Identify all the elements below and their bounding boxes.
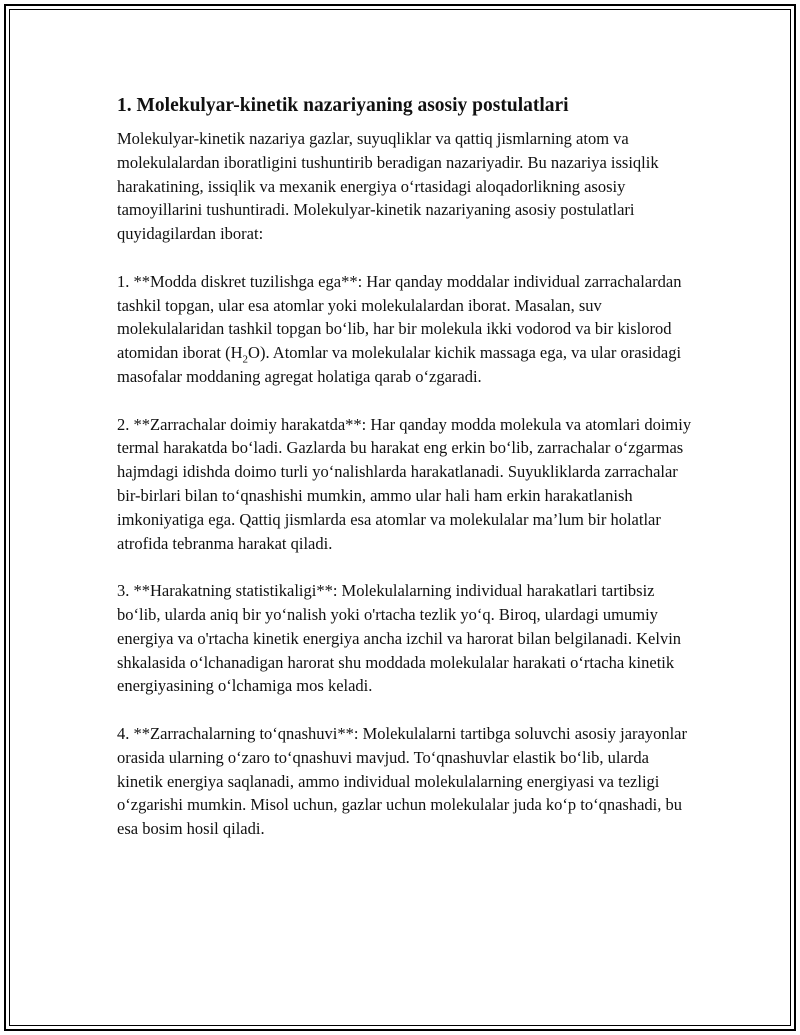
- section-heading: 1. Molekulyar-kinetik nazariyaning asosiy postulatlari: [117, 95, 569, 116]
- postulate-1-text-start: 1. **Modda diskret tuzilishga ega**: Har qanday moddalar individual zarrachalardan tashkil topgan, ular esa atomlar yoki molekulalardan iborat. Masalan, suv molekulalaridan tashkil topgan bo‘lib, har bir molekula ikki vodorod va bir kislorod atomidan iborat (H: [117, 271, 682, 363]
- postulate-4-paragraph: 4. **Zarrachalarning to‘qnashuvi**: Molekulalarni tartibga soluvchi asosiy jarayonlar orasida ularning o‘zaro to‘qnashuvi mavjud. To‘qnashuvlar elastik bo‘lib, ularda kinetik energiya saqlanadi, ammo individual molekulalarning energiyasi va tezligi o‘zgarishi mumkin. Misol uchun, gazlar uchun molekulalar juda ko‘p to‘qnashadi, bu esa bosim hosil qiladi.: [117, 723, 687, 839]
- postulate-2-paragraph: 2. **Zarrachalar doimiy harakatda**: Har qanday modda molekula va atomlari doimiy termal harakatda bo‘ladi. Gazlarda bu harakat eng erkin bo‘lib, zarrachalar o‘zgarmas hajmdagi idishda doimo turli yo‘nalishlarda harakatlanadi. Suyukliklarda zarrachalar bir-birlari bilan to‘qnashishi mumkin, ammo ular hali ham erkin harakatlanish imkoniyatiga ega. Qattiq jismlarda esa atomlar va molekulalar ma’lum bir holatlar atrofida tebranma harakat qiladi.: [117, 414, 692, 553]
- postulate-1-paragraph: [117, 270, 697, 389]
- intro-paragraph: Molekulyar-kinetik nazariya gazlar, suyuqliklar va qattiq jismlarning atom va molekulalardan iboratligini tushuntirib beradigan nazariyadir. Bu nazariya issiqlik harakatining, issiqlik va mexanik energiya o‘rtasidagi aloqadorlikning asosiy tamoyillarini tushuntiradi. Molekulyar-kinetik nazariyaning asosiy postulatlari quyidagilardan iborat:: [117, 129, 659, 244]
- water-formula-subscript: 2: [242, 353, 249, 366]
- postulate-1-text-end: O). Atomlar va molekulalar kichik massaga ega, va ular orasidagi masofalar moddaning agregat holatiga qarab o‘zgaradi.: [117, 343, 682, 386]
- postulate-3-paragraph: 3. **Harakatning statistikaligi**: Molekulalarning individual harakatlari tartibsiz bo‘lib, ularda aniq bir yo‘nalish yoki o'rtacha tezlik yo‘q. Biroq, ulardagi umumiy energiya va o'rtacha kinetik energiya ancha izchil va harorat bilan belgilanadi. Kelvin shkalasida o‘lchanadigan harorat shu moddada molekulalar harakati o‘rtacha kinetik energiyasining o‘lchamiga mos keladi.: [117, 581, 682, 696]
- document-body: [117, 93, 697, 865]
